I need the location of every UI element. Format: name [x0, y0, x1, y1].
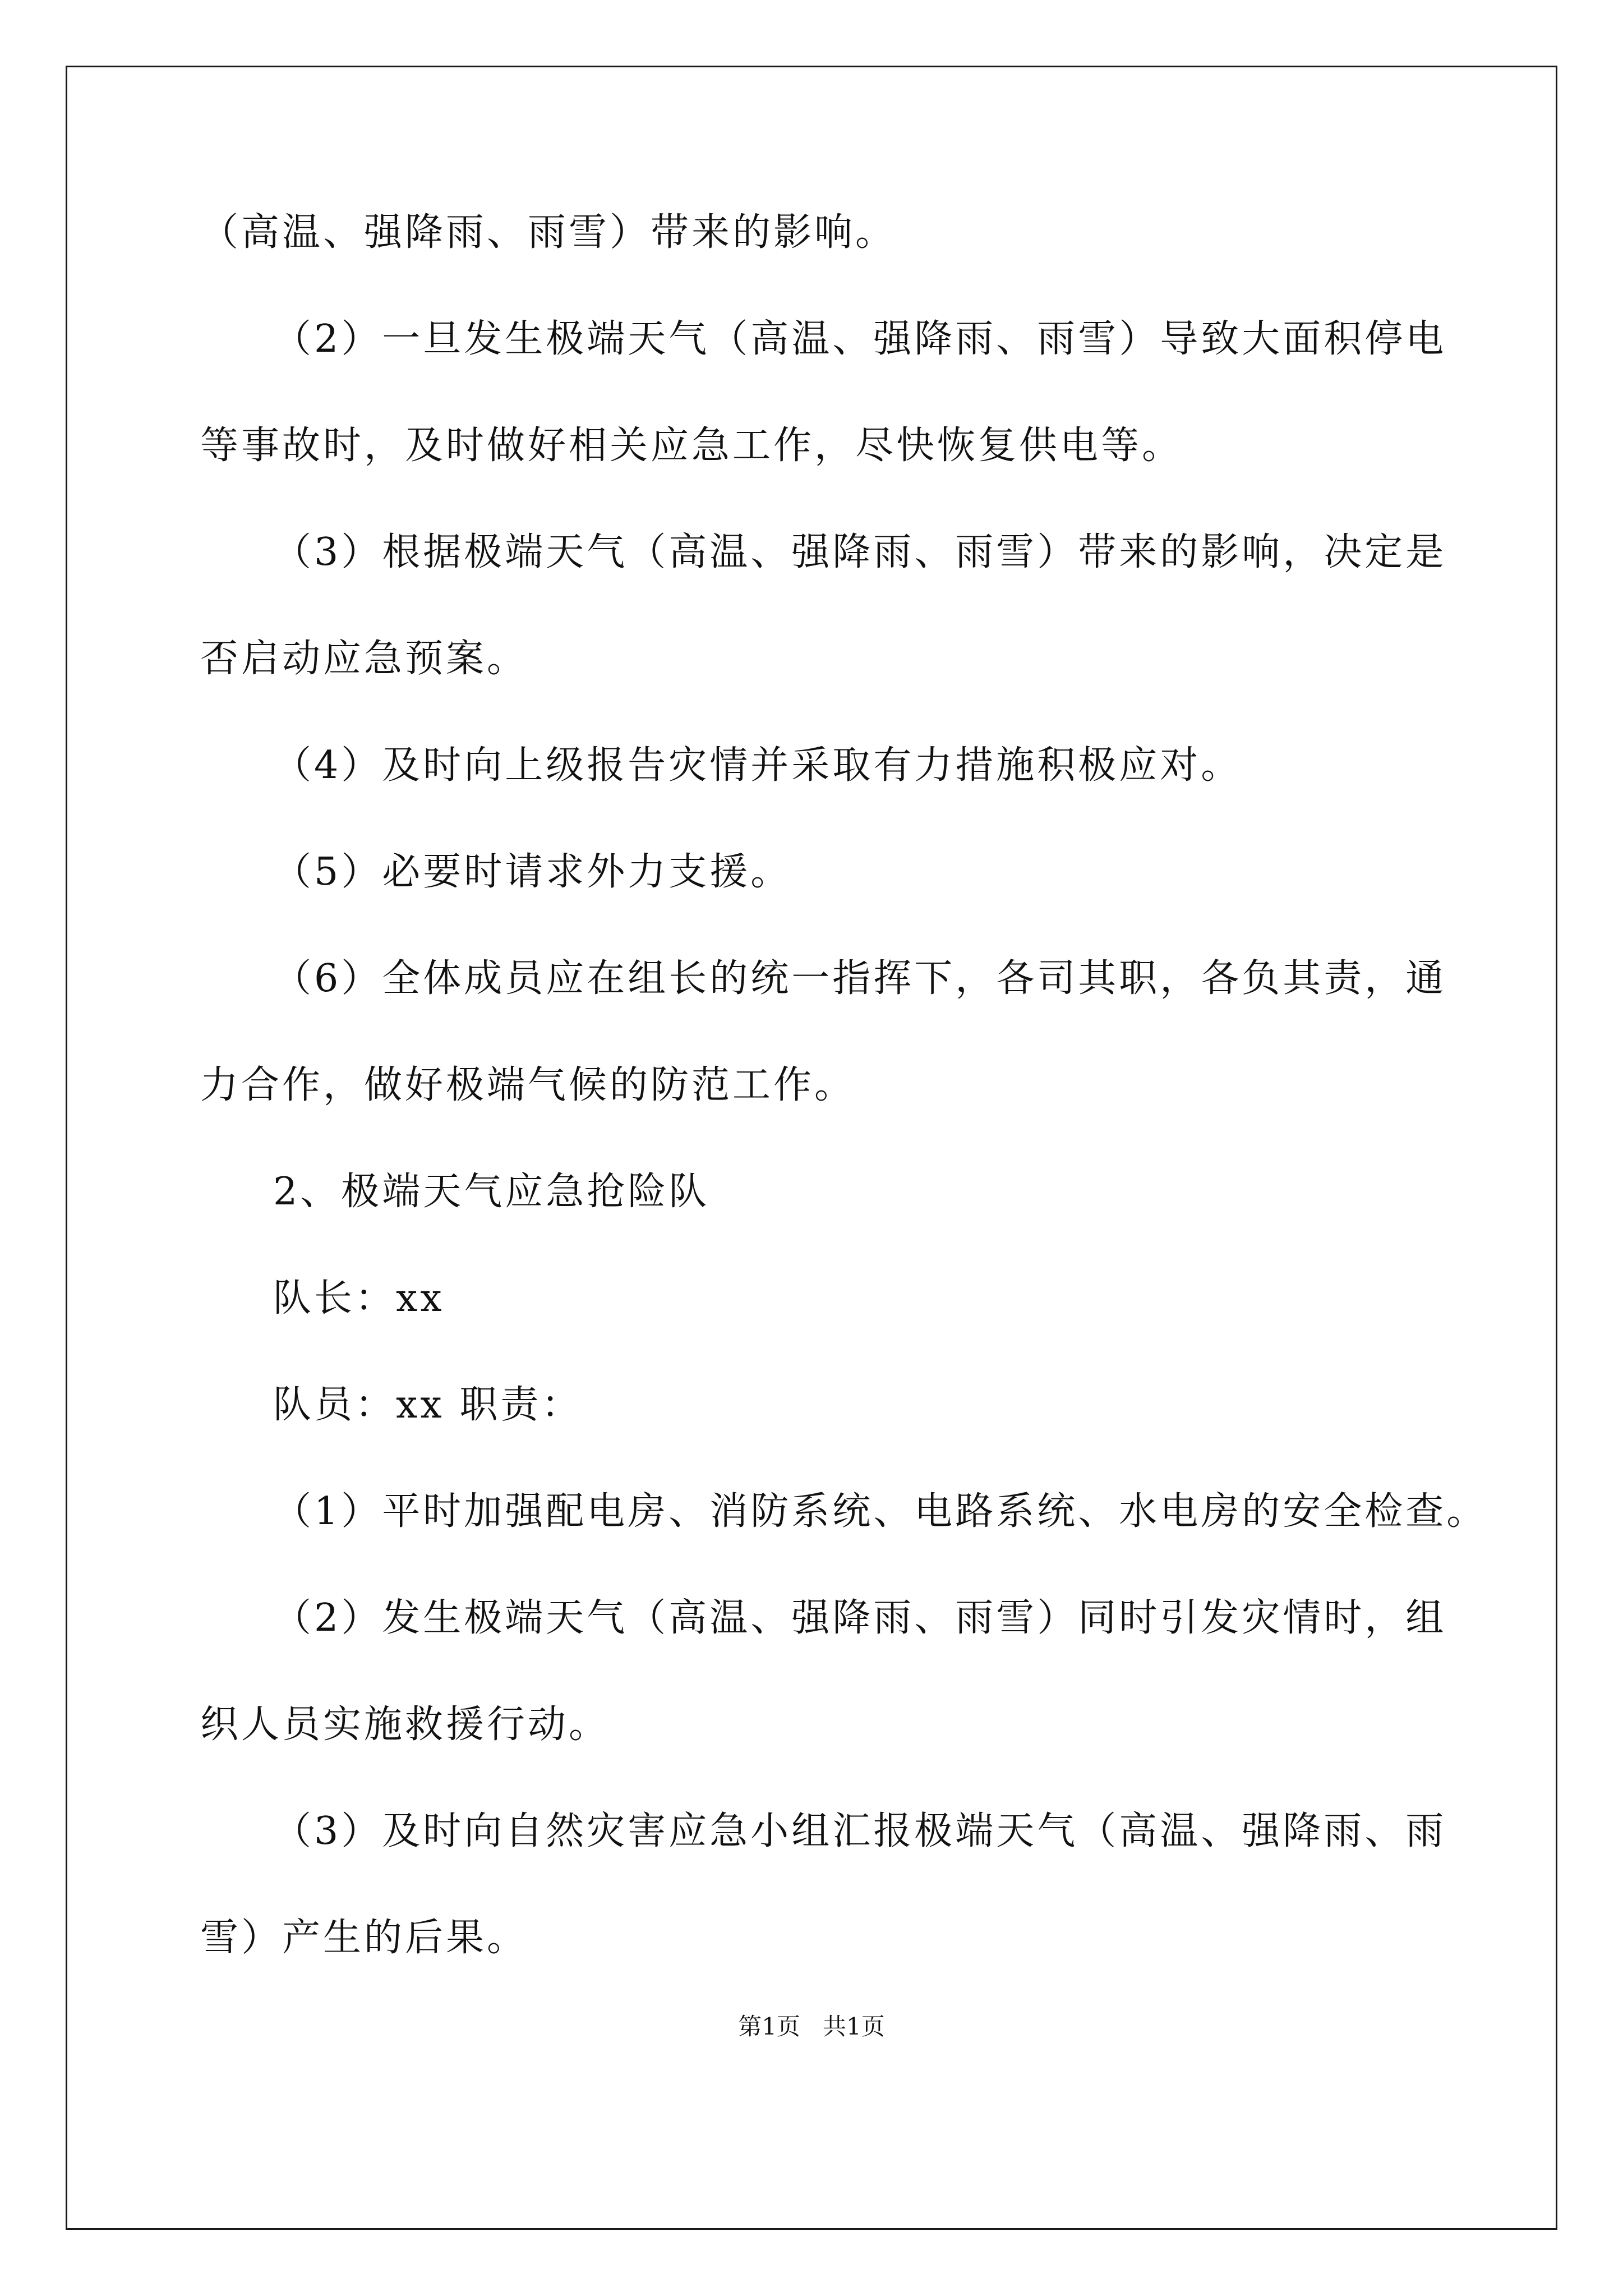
page-border [66, 66, 1557, 2230]
text-line-11: 队长：xx [273, 1276, 445, 1320]
text-line-8: （6）全体成员应在组长的统一指挥下，各司其职，各负其责，通 [273, 956, 1447, 1001]
text-line-17: 雪）产生的后果。 [200, 1916, 528, 1960]
text-line-15: 织人员实施救援行动。 [200, 1703, 610, 1747]
text-line-12: 队员：xx 职责： [273, 1383, 583, 1427]
text-line-7: （5）必要时请求外力支援。 [273, 850, 792, 894]
text-line-1: （高温、强降雨、雨雪）带来的影响。 [200, 210, 897, 255]
text-line-9: 力合作，做好极端气候的防范工作。 [200, 1063, 856, 1107]
text-line-16: （3）及时向自然灾害应急小组汇报极端天气（高温、强降雨、雨 [273, 1809, 1447, 1853]
page-footer: 第1页 共1页 [738, 2013, 885, 2040]
text-line-3: 等事故时，及时做好相关应急工作，尽快恢复供电等。 [200, 424, 1183, 468]
section-heading: 2、极端天气应急抢险队 [273, 1170, 710, 1214]
text-line-6: （4）及时向上级报告灾情并采取有力措施积极应对。 [273, 743, 1242, 788]
text-line-13: （1）平时加强配电房、消防系统、电路系统、水电房的安全检查。 [273, 1489, 1488, 1534]
text-line-14: （2）发生极端天气（高温、强降雨、雨雪）同时引发灾情时，组 [273, 1596, 1447, 1640]
text-line-2: （2）一旦发生极端天气（高温、强降雨、雨雪）导致大面积停电 [273, 317, 1447, 361]
text-line-4: （3）根据极端天气（高温、强降雨、雨雪）带来的影响，决定是 [273, 530, 1447, 574]
text-line-5: 否启动应急预案。 [200, 637, 528, 681]
